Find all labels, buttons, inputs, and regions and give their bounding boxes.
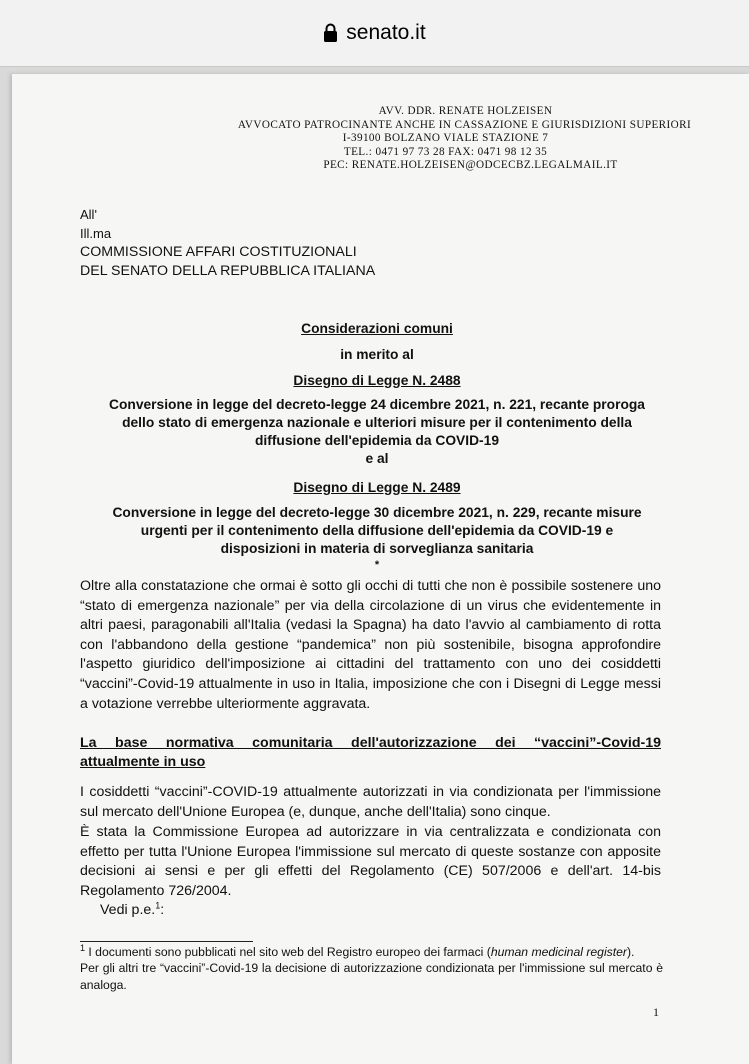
lawyer-address: I-39100 BOLZANO VIALE STAZIONE 7: [342, 132, 549, 144]
lawyer-name: AVV. DDR. RENATE HOLZEISEN: [378, 105, 553, 117]
recipient-line: COMMISSIONE AFFARI COSTITUZIONALI: [80, 244, 357, 260]
recipient-line: All': [80, 207, 97, 222]
lawyer-pec: PEC: RENATE.HOLZEISEN@ODCECBZ.LEGALMAIL.IT: [323, 159, 618, 171]
section-heading: La base normativa comunitaria dell'autorizzazione dei “vaccini”-Covid-19: [80, 735, 661, 751]
recipient-line: DEL SENATO DELLA REPUBBLICA ITALIANA: [80, 263, 376, 279]
section-paragraph-1: I cosiddetti “vaccini”-COVID-19 attualmente autorizzati in via condizionata per l'immissione sul mercato dell'Unione Europea (e, dunque, anche dell'Italia) sono cinque.: [80, 784, 661, 820]
browser-address-bar[interactable]: [0, 0, 749, 67]
separator: *: [374, 559, 380, 571]
intro-paragraph: Oltre alla constatazione che ormai è sotto gli occhi di tutti che non è possibile sostenere uno “stato di emergenza nazionale” per via della circolazione di un virus che evidentemente in altri paesi, paragonabili all'Italia (vedasi la Spagna) ha dato l'avvio al cambiamento di rotta con l'abbandono della gestione “pandemica” non più sostenibile, bisogna approfondire l'aspetto giuridico dell'imposizione ai cittadini del trattamento con uno dei cosiddetti “vaccini”-Covid-19 attualmente in uso in Italia, imposizione che con i Disegni di Legge messi a votazione verrebbe ulteriormente aggravata.: [80, 578, 661, 712]
ddl-2489-description: Conversione in legge del decreto-legge 30 dicembre 2021, n. 229, recante misure urgenti per il contenimento della diffusione dell'epidemia da COVID-19 e disposizioni in materia di sorveglianza sanitaria: [112, 505, 642, 556]
recipient-address: [80, 205, 375, 281]
ddl-2488-title: Disegno di Legge N. 2488: [293, 373, 461, 388]
footnotes: [80, 944, 663, 993]
footnote-1: $^1$ I documenti sono pubblicati nel sito web del Registro europeo dei farmaci (human medicinal register).: [80, 942, 635, 959]
ddl-2489-title: Disegno di Legge N. 2489: [293, 480, 461, 495]
e-al: e al: [365, 451, 389, 466]
document-page: [12, 74, 749, 1064]
lawyer-phone: TEL.: 0471 97 73 28 FAX: 0471 98 12 35: [343, 145, 548, 158]
page-number: 1: [653, 1005, 659, 1019]
url-display[interactable]: [323, 21, 425, 45]
lawyer-title: AVVOCATO PATROCINANTE ANCHE IN CASSAZIONE E GIURISDIZIONI SUPERIORI: [237, 118, 692, 131]
vedi-line: Vedi p.e.$^1$:: [100, 900, 165, 918]
recipient-line: Ill.ma: [80, 226, 112, 241]
footnote-1-cont: Per gli altri tre “vaccini”-Covid-19 la decisione di autorizzazione condizionata per l'immissione sul mercato è analoga.: [80, 961, 663, 992]
url-text: senato.it: [346, 21, 426, 44]
footnote-divider: [80, 941, 253, 942]
footnote-ref[interactable]: 1: [155, 900, 161, 911]
section-heading-cont: attualmente in uso: [80, 754, 206, 770]
ddl-2488-description: Conversione in legge del decreto-legge 24 dicembre 2021, n. 221, recante proroga dello stato di emergenza nazionale e ulteriori misure per il contenimento della diffusione dell'epidemia da COVID-19: [109, 397, 645, 448]
section-paragraph-2: È stata la Commissione Europea ad autorizzare in via centralizzata e condizionata con effetto per tutta l'Unione Europea l'immissione sul mercato di queste sostanze con apposite decisioni ai sensi e per gli effetti del Regolamento (CE) 507/2006 e dell'art. 14-bis Regolamento 726/2004.: [80, 824, 661, 899]
document-heading: Considerazioni comuni: [301, 321, 453, 336]
letterhead: [12, 105, 749, 173]
lock-icon: [323, 23, 338, 43]
in-merito: in merito al: [340, 347, 414, 362]
